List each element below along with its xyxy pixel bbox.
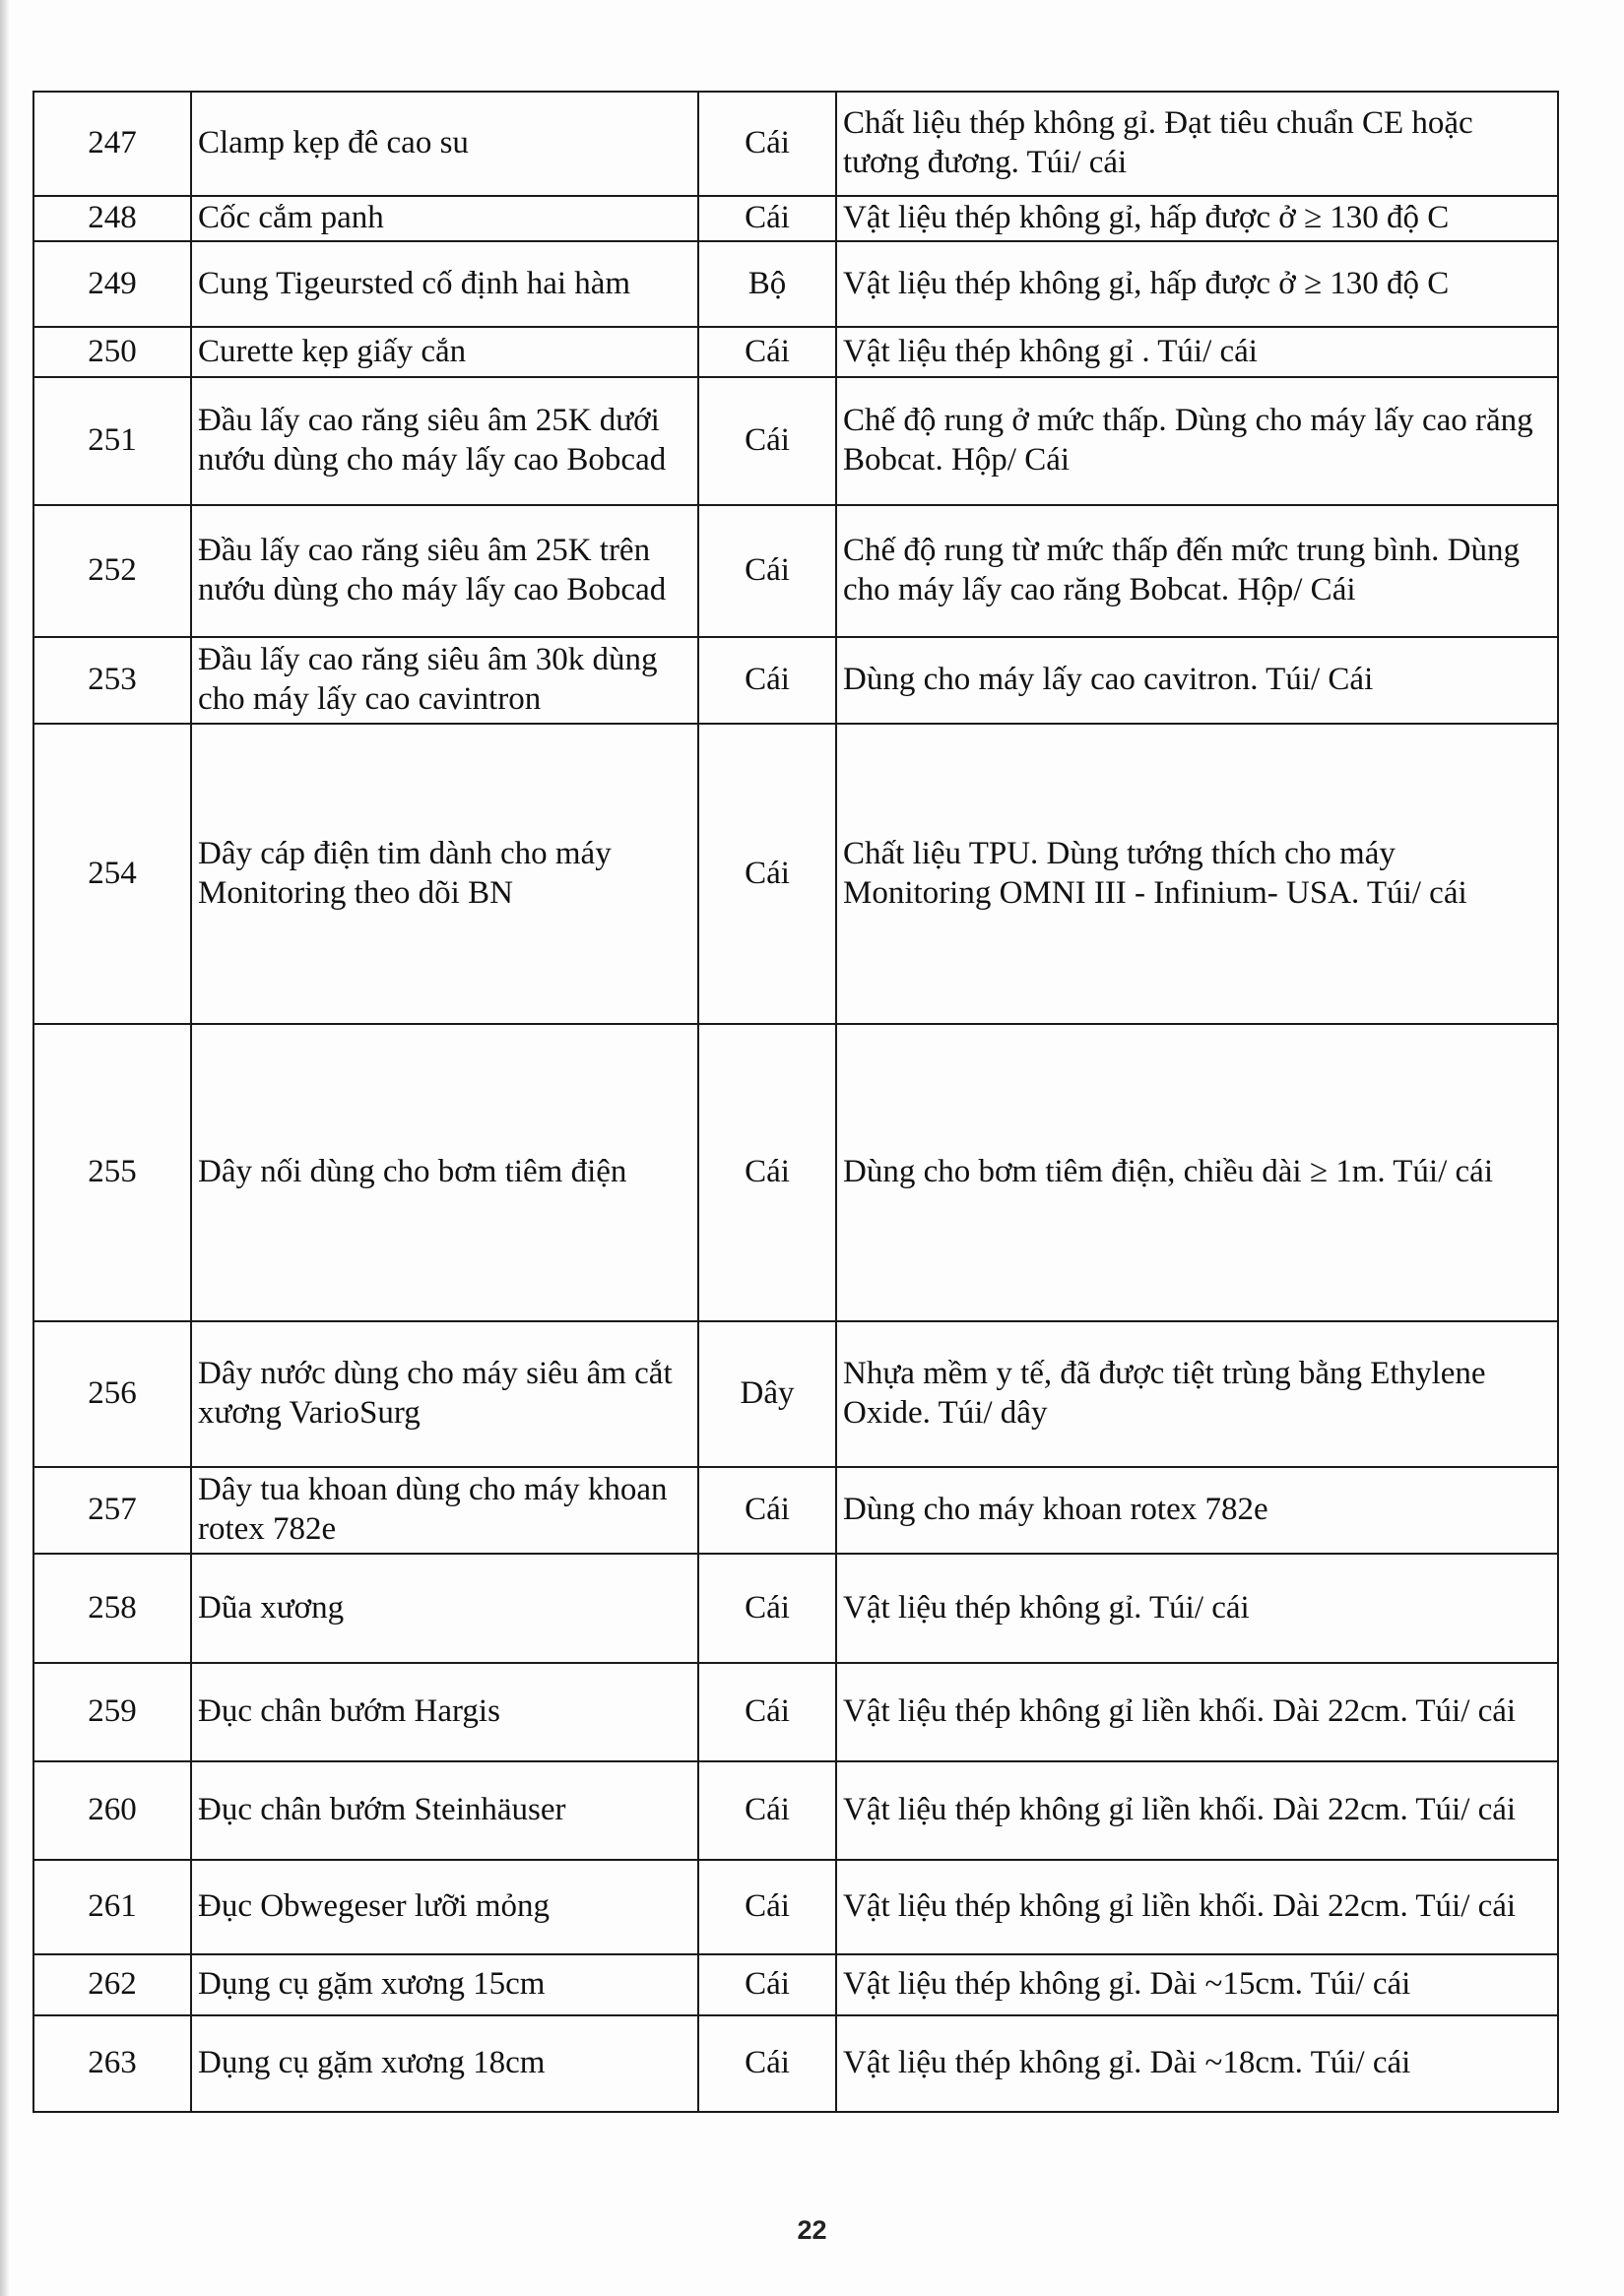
item-description: Vật liệu thép không gỉ liền khối. Dài 22cm. Túi/ cái [836,1860,1558,1954]
table-row [33,1554,1558,1663]
item-description: Vật liệu thép không gỉ liền khối. Dài 22cm. Túi/ cái [836,1761,1558,1860]
item-name: Dũa xương [191,1554,698,1663]
row-number: 260 [33,1761,191,1860]
item-description: Dùng cho bơm tiêm điện, chiều dài ≥ 1m. Túi/ cái [836,1024,1558,1321]
table-row [33,1321,1558,1467]
item-unit: Cái [698,1860,836,1954]
row-number: 251 [33,377,191,505]
row-number: 254 [33,724,191,1024]
table-row [33,1860,1558,1954]
row-number: 261 [33,1860,191,1954]
item-description: Dùng cho máy lấy cao cavitron. Túi/ Cái [836,637,1558,724]
row-number: 257 [33,1467,191,1554]
item-unit: Bộ [698,241,836,327]
row-number: 253 [33,637,191,724]
item-unit: Cái [698,1663,836,1761]
table-row [33,2015,1558,2112]
item-name: Đầu lấy cao răng siêu âm 30k dùng cho máy lấy cao cavintron [191,637,698,724]
scan-edge-shadow [0,0,10,2296]
table-row [33,1954,1558,2015]
table-row [33,241,1558,327]
item-description: Vật liệu thép không gỉ . Túi/ cái [836,327,1558,377]
item-description: Vật liệu thép không gỉ. Dài ~15cm. Túi/ cái [836,1954,1558,2015]
table-row [33,196,1558,241]
item-unit: Cái [698,377,836,505]
item-name: Đầu lấy cao răng siêu âm 25K dưới nướu dùng cho máy lấy cao Bobcad [191,377,698,505]
item-description: Chất liệu thép không gỉ. Đạt tiêu chuẩn CE hoặc tương đương. Túi/ cái [836,92,1558,196]
item-name: Cốc cắm panh [191,196,698,241]
row-number: 250 [33,327,191,377]
item-unit: Cái [698,724,836,1024]
row-number: 249 [33,241,191,327]
item-name: Dây nước dùng cho máy siêu âm cắt xương VarioSurg [191,1321,698,1467]
item-unit: Cái [698,1554,836,1663]
item-unit: Cái [698,1954,836,2015]
item-name: Clamp kẹp đê cao su [191,92,698,196]
item-name: Cung Tigeursted cố định hai hàm [191,241,698,327]
table-row [33,724,1558,1024]
item-description: Vật liệu thép không gỉ liền khối. Dài 22cm. Túi/ cái [836,1663,1558,1761]
item-unit: Cái [698,327,836,377]
item-name: Đục Obwegeser lưỡi mỏng [191,1860,698,1954]
item-unit: Cái [698,1024,836,1321]
table-row [33,637,1558,724]
table-row [33,1024,1558,1321]
item-name: Đầu lấy cao răng siêu âm 25K trên nướu dùng cho máy lấy cao Bobcad [191,505,698,637]
item-description: Vật liệu thép không gỉ. Dài ~18cm. Túi/ cái [836,2015,1558,2112]
item-name: Dụng cụ gặm xương 15cm [191,1954,698,2015]
row-number: 258 [33,1554,191,1663]
item-description: Chế độ rung ở mức thấp. Dùng cho máy lấy cao răng Bobcat. Hộp/ Cái [836,377,1558,505]
item-description: Nhựa mềm y tế, đã được tiệt trùng bằng Ethylene Oxide. Túi/ dây [836,1321,1558,1467]
item-description: Dùng cho máy khoan rotex 782e [836,1467,1558,1554]
item-description: Chế độ rung từ mức thấp đến mức trung bình. Dùng cho máy lấy cao răng Bobcat. Hộp/ Cái [836,505,1558,637]
row-number: 252 [33,505,191,637]
table-row [33,1761,1558,1860]
item-description: Vật liệu thép không gỉ, hấp được ở ≥ 130 độ C [836,241,1558,327]
item-name: Curette kẹp giấy cắn [191,327,698,377]
item-name: Đục chân bướm Steinhäuser [191,1761,698,1860]
item-name: Dây cáp điện tim dành cho máy Monitoring theo dõi BN [191,724,698,1024]
table-row [33,1467,1558,1554]
row-number: 262 [33,1954,191,2015]
item-unit: Cái [698,637,836,724]
item-description: Vật liệu thép không gỉ, hấp được ở ≥ 130 độ C [836,196,1558,241]
item-name: Dây tua khoan dùng cho máy khoan rotex 782e [191,1467,698,1554]
row-number: 247 [33,92,191,196]
table-row [33,377,1558,505]
equipment-table [32,91,1559,2113]
row-number: 248 [33,196,191,241]
item-unit: Dây [698,1321,836,1467]
item-description: Vật liệu thép không gỉ. Túi/ cái [836,1554,1558,1663]
row-number: 256 [33,1321,191,1467]
item-unit: Cái [698,196,836,241]
item-description: Chất liệu TPU. Dùng tướng thích cho máy Monitoring OMNI III - Infinium- USA. Túi/ cái [836,724,1558,1024]
item-unit: Cái [698,1761,836,1860]
table-row [33,92,1558,196]
item-name: Đục chân bướm Hargis [191,1663,698,1761]
row-number: 255 [33,1024,191,1321]
item-name: Dây nối dùng cho bơm tiêm điện [191,1024,698,1321]
row-number: 263 [33,2015,191,2112]
item-unit: Cái [698,505,836,637]
item-name: Dụng cụ gặm xương 18cm [191,2015,698,2112]
item-unit: Cái [698,1467,836,1554]
table-row [33,505,1558,637]
table-row [33,327,1558,377]
item-unit: Cái [698,2015,836,2112]
page-number: 22 [797,2215,827,2245]
row-number: 259 [33,1663,191,1761]
table-row [33,1663,1558,1761]
item-unit: Cái [698,92,836,196]
